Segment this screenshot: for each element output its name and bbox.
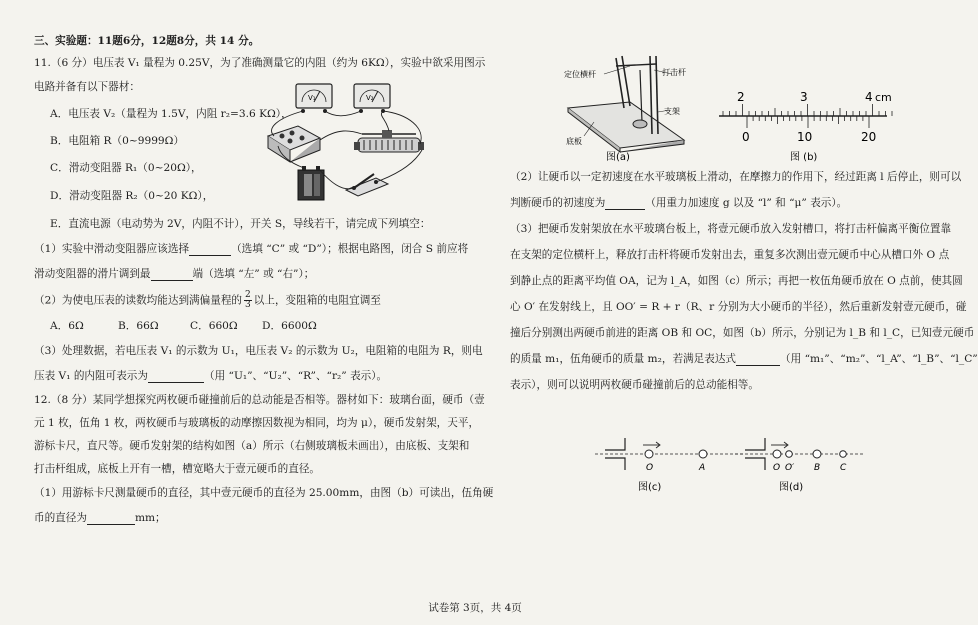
figure-d [735, 432, 865, 494]
q11-part1-line2: 滑动变阻器的滑片调到最 端（选填 “左” 或 “右”）； [34, 268, 315, 280]
label-stand: 支架 [664, 107, 680, 116]
q11-option-d: D．滑动变阻器 R₂（0~20 KΩ）， [50, 190, 214, 202]
q12-part3-line1: （3）把硬币发射架放在水平玻璃台板上，将壹元硬币放入发射槽口，将打击杆偏离平衡位置靠 [510, 223, 952, 235]
choice-d[interactable]: D．6600Ω [262, 320, 317, 332]
q11-part3-line1: （3）处理数据，若电压表 V₁ 的示数为 U₁，电压表 V₂ 的示数为 U₂，电阻箱的电阻为 R，则电 [34, 345, 483, 357]
q12-stem-line1: 12.（8 分）某同学想探究两枚硬币碰撞前后的总动能是否相等。器材如下：玻璃台面，硬币（壹 [34, 394, 485, 406]
main-tick-4: 4 [865, 90, 873, 104]
q12-part3-line7: 表示），则可以说明两枚硬币碰撞前后的总动能相等。 [510, 379, 759, 391]
answer-blank[interactable] [151, 269, 193, 281]
circuit-figure [258, 78, 448, 208]
battery [298, 166, 324, 200]
q12-part1-line2: 币的直径为 mm； [34, 512, 166, 524]
vernier-tick-0: 0 [742, 130, 750, 144]
q11-option-b: B．电阻箱 R（0~9999Ω） [50, 135, 185, 147]
right-column [510, 170, 978, 392]
page-footer: 试卷第 3页，共 4页 [428, 602, 522, 614]
answer-blank[interactable] [87, 513, 135, 525]
vernier-tick-10: 10 [797, 130, 813, 144]
voltmeter-v2 [354, 84, 390, 113]
switch [346, 174, 388, 196]
answer-blank[interactable] [148, 371, 204, 383]
answer-blank[interactable] [189, 244, 231, 256]
q11-part2-choices [50, 319, 474, 333]
q12-stem-line2: 元 1 枚，伍角 1 枚，两枚硬币与玻璃板的动摩擦因数视为相同，均为 μ），硬币发射架，天平， [34, 417, 480, 429]
figure-c [595, 432, 745, 494]
q12-part2-line1: （2）让硬币以一定初速度在水平玻璃板上滑动，在摩擦力的作用下，经过距离 l 后停止，则可以 [510, 171, 962, 183]
caption-c: 图(c) [638, 482, 662, 493]
point-o-prime: O′ [785, 463, 795, 473]
voltmeter-v1 [296, 84, 332, 113]
q11-stem-line2: 电路并备有以下器材： [34, 81, 140, 93]
unit-cm: cm [875, 91, 892, 104]
main-tick-3: 3 [800, 90, 808, 104]
caption-d: 图(d) [779, 482, 804, 493]
point-o: O [646, 463, 654, 473]
q12-part3-line2: 在支架的定位横杆上，释放打击杆将硬币发射出去，重复多次测出壹元硬币中心从槽口外 O 点 [510, 249, 950, 261]
q11-part2: （2）为使电压表的读数均能达到满偏量程的 $\frac{2}{3}$ 以上，变阻箱的电阻宜调至 [34, 290, 381, 310]
choice-b[interactable]: B．66Ω [118, 320, 159, 332]
q12-part3-line6: 的质量 m₁，伍角硬币的质量 m₂，若满足表达式 （用 “m₁”、“m₂”、“l_A”、“l_B”、“l_C” [510, 353, 978, 365]
answer-blank[interactable] [736, 354, 780, 366]
caption-a: 图(a) [606, 152, 630, 163]
q12-stem-line3: 游标卡尺，直尺等。硬币发射架的结构如图（a）所示（右侧玻璃板未画出），由底板、支架和 [34, 440, 470, 452]
choice-a[interactable]: A．6Ω [50, 320, 84, 332]
q11-part1-line1: （1）实验中滑动变阻器应该选择 （选填 “C” 或 “D”）；根据电路图，闭合 S 前应将 [34, 243, 469, 255]
q12-part1-line1: （1）用游标卡尺测量硬币的直径，其中壹元硬币的直径为 25.00mm，由图（b）可读出，伍角硬 [34, 487, 494, 499]
v1-label: V₁ [308, 94, 316, 102]
point-c: C [840, 463, 847, 473]
point-a: A [699, 463, 706, 473]
fraction: $\frac{2}{3}$ [245, 290, 251, 310]
q11-option-a: A．电压表 V₂（量程为 1.5V，内阻 r₂=3.6 KΩ）， [50, 108, 292, 120]
resistance-box [268, 126, 320, 162]
rheostat [354, 130, 424, 152]
caption-b: 图 (b) [790, 152, 818, 163]
vernier-scale [747, 116, 869, 128]
section-heading: 三、实验题：11题6分，12题8分，共 14 分。 [34, 35, 260, 47]
q12-stem-line4: 打击杆组成，底板上开有一槽，槽宽略大于壹元硬币的直径。 [34, 463, 321, 475]
q11-option-c: C．滑动变阻器 R₁（0~20Ω）， [50, 162, 202, 174]
choice-c[interactable]: C．660Ω [190, 320, 238, 332]
q11-part3-line2: 压表 V₁ 的内阻可表示为 （用 “U₁”、“U₂”、“R”、“r₂” 表示）。 [34, 370, 388, 382]
label-base: 底板 [566, 137, 582, 146]
answer-blank[interactable] [605, 198, 645, 210]
main-tick-2: 2 [737, 90, 745, 104]
q12-part3-line3: 到静止点的距离平均值 OA，记为 l_A，如图（c）所示；再把一枚伍角硬币放在 O 点前，使其圆 [510, 275, 963, 287]
figure-a [560, 52, 695, 162]
v2-label: V₂ [366, 94, 374, 102]
figure-b-vernier [715, 86, 895, 164]
q12-part3-line5: 撞后分别测出两硬币前进的距离 OB 和 OC，如图（b）所示，分别记为 l_B 和 l_C，已知壹元硬币 [510, 327, 975, 339]
vernier-tick-20: 20 [861, 130, 877, 144]
q12-part2-line2: 判断硬币的初速度为 （用重力加速度 g 以及 “l” 和 “μ” 表示）。 [510, 197, 848, 209]
q12-part3-line4: 心 O′ 在发射线上，且 OO′ = R + r（R、r 分别为大小硬币的半径），然后重新发射壹元硬币，碰 [510, 301, 967, 313]
main-scale [723, 104, 892, 116]
label-striker-rod: 打击杆 [662, 68, 686, 77]
label-positioning-bar: 定位横杆 [564, 70, 596, 79]
q11-option-e: E．直流电源（电动势为 2V，内阻不计），开关 S，导线若干，请完成下列填空： [50, 218, 431, 230]
point-b: B [814, 463, 821, 473]
point-o: O [773, 463, 781, 473]
q11-stem-line1: 11.（6 分）电压表 V₁ 量程为 0.25V，为了准确测量它的内阻（约为 6KΩ），实验中欲采用图示 [34, 57, 486, 69]
